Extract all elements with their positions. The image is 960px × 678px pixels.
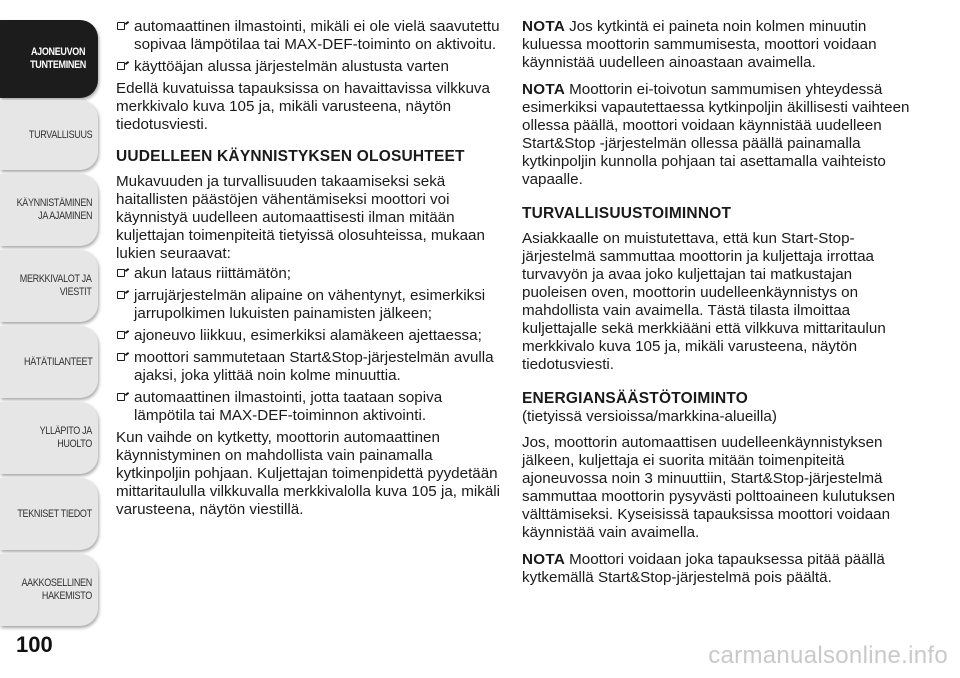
- checkbox-bullet-icon: [117, 393, 125, 401]
- note-text: Jos kytkintä ei paineta noin kolmen minuutin kuluessa moottorin sammumisesta, moottori voidaan käynnistää uudelleen ainoastaan avaimella.: [522, 18, 877, 71]
- tab-tekniset-tiedot[interactable]: [0, 478, 98, 550]
- bullet-list: [116, 265, 501, 425]
- list-item-text: jarrujärjestelmän alipaine on vähentynyt, esimerkiksi jarrupolkimen lukuisten painamisten jälkeen;: [134, 287, 486, 322]
- paragraph: Asiakkaalle on muistutettava, että kun Start-Stop-järjestelmä sammuttaa moottorin ja kuljettaja irrottaa turvavyön ja avaa joko kuljettajan tai matkustajan puoleisen oven, moottorin uudelleenkäynnistys on mahdollista vain avaimella. Tästä tilasta ilmoittaa kuljettajalle sekä merkkiääni että vilkkuva mittaritaulun merkkivalo kuva 105 ja, mikäli varusteena, näytön tiedotusviesti.: [522, 230, 886, 373]
- watermark: carmanualsonline.info: [708, 642, 948, 669]
- tab-label: YLLÄPITO JA HUOLTO: [39, 425, 92, 450]
- tab-kaynnistaminen[interactable]: [0, 174, 98, 246]
- tab-label: TEKNISET TIEDOT: [17, 507, 92, 520]
- checkbox-bullet-icon: [117, 331, 125, 339]
- note-label: NOTA: [522, 18, 566, 35]
- left-column: [116, 18, 501, 528]
- right-column: [522, 18, 917, 596]
- note-text: Moottori voidaan joka tapauksessa pitää päällä kytkemällä Start&Stop-järjestelmä pois päältä.: [522, 551, 885, 586]
- section-heading: UUDELLEEN KÄYNNISTYKSEN OLOSUHTEET: [116, 148, 465, 165]
- list-item: [116, 18, 501, 54]
- paragraph: Mukavuuden ja turvallisuuden takaamiseksi sekä haitallisten päästöjen vähentämiseksi moottori voi käynnistyä uudelleen automaattisesti ilman mitään kuljettajan toimenpiteitä tietyissä olosuhteissa, mukaan lukien seuraavat:: [116, 173, 485, 262]
- tab-label: HÄTÄTILANTEET: [23, 355, 92, 368]
- list-item-text: moottori sammutetaan Start&Stop-järjestelmän avulla ajaksi, joka ylittää noin kolme minuuttia.: [134, 349, 494, 384]
- tab-merkkivalot[interactable]: [0, 250, 98, 322]
- tab-label: TURVALLISUUS: [28, 128, 92, 141]
- section-heading: TURVALLISUUSTOIMINNOT: [522, 205, 732, 222]
- list-item: [116, 327, 501, 345]
- note-label: NOTA: [522, 551, 566, 568]
- note-paragraph: [522, 551, 917, 587]
- bullet-list-top: [116, 18, 501, 76]
- paragraph: Edellä kuvatuissa tapauksissa on havaittavissa vilkkuva merkkivalo kuva 105 ja, mikäli varusteena, näytön tiedotusviesti.: [116, 80, 490, 133]
- tab-label: AAKKOSELLINEN HAKEMISTO: [21, 577, 92, 602]
- paragraph: Kun vaihde on kytketty, moottorin automaattinen käynnistyminen on mahdollista vain painamalla kytkinpoljin pohjaan. Kuljettajan toimenpidettä pyydetään mittaritaululla vilkkuvalla merkkivalolla kuva 105 ja, mikäli varusteena, näytön viestillä.: [116, 429, 501, 518]
- tab-turvallisuus[interactable]: [0, 100, 98, 170]
- checkbox-bullet-icon: [117, 353, 125, 361]
- chapter-tabs: [0, 0, 100, 678]
- list-item: [116, 389, 501, 425]
- tab-label: KÄYNNISTÄMINEN JA AJAMINEN: [16, 197, 92, 222]
- tab-label: AJONEUVON TUNTEMINEN: [30, 46, 86, 71]
- note-paragraph: [522, 81, 917, 189]
- list-item-text: automaattinen ilmastointi, jotta taataan sopiva lämpötila tai MAX-DEF-toiminnon aktivointi.: [134, 389, 443, 424]
- checkbox-bullet-icon: [117, 62, 125, 70]
- list-item-text: ajoneuvo liikkuu, esimerkiksi alamäkeen ajettaessa;: [134, 327, 482, 344]
- list-item-text: akun lataus riittämätön;: [134, 265, 292, 282]
- list-item: [116, 287, 501, 323]
- tab-ajoneuvon-tunteminen[interactable]: [0, 20, 98, 98]
- list-item-text: käyttöäjan alussa järjestelmän alustusta varten: [134, 58, 449, 75]
- section-heading: ENERGIANSÄÄSTÖTOIMINTO: [522, 390, 749, 407]
- list-item: [116, 58, 501, 76]
- note-text: Moottorin ei-toivotun sammumisen yhteydessä esimerkiksi vapautettaessa kytkinpoljin äkillisesti vaihteen ollessa päällä, moottori voidaan käynnistää uudelleen Start&Stop -järjestelmän ollessa päällä painamalla kytkinpoljin kunnolla pohjaan tai asettamalla vaihteisto vapaalle.: [522, 81, 910, 188]
- note-label: NOTA: [522, 81, 566, 98]
- page-number: 100: [16, 632, 53, 657]
- paragraph: Jos, moottorin automaattisen uudelleenkäynnistyksen jälkeen, kuljettaja ei suorita mitään toimenpiteitä ajoneuvossa noin 3 minuuttiin, Start&Stop-järjestelmä sammuttaa moottorin pysyvästi polttoaineen kulutuksen välttämiseksi. Kyseisissä tapauksissa moottori voidaan käynnistää vain avaimella.: [522, 434, 896, 541]
- checkbox-bullet-icon: [117, 22, 125, 30]
- list-item-text: automaattinen ilmastointi, mikäli ei ole vielä saavutettu sopivaa lämpötilaa tai MAX-DEF-toiminto on aktivoitu.: [134, 18, 500, 53]
- checkbox-bullet-icon: [117, 291, 125, 299]
- tab-yllapito[interactable]: [0, 402, 98, 474]
- section-subheading: (tietyissä versioissa/markkina-alueilla): [522, 408, 777, 425]
- list-item: [116, 265, 501, 283]
- checkbox-bullet-icon: [117, 269, 125, 277]
- tab-label: MERKKIVALOT JA VIESTIT: [20, 273, 92, 298]
- list-item: [116, 349, 501, 385]
- tab-hatatilanteet[interactable]: [0, 326, 98, 398]
- tab-hakemisto[interactable]: [0, 554, 98, 626]
- note-paragraph: [522, 18, 917, 72]
